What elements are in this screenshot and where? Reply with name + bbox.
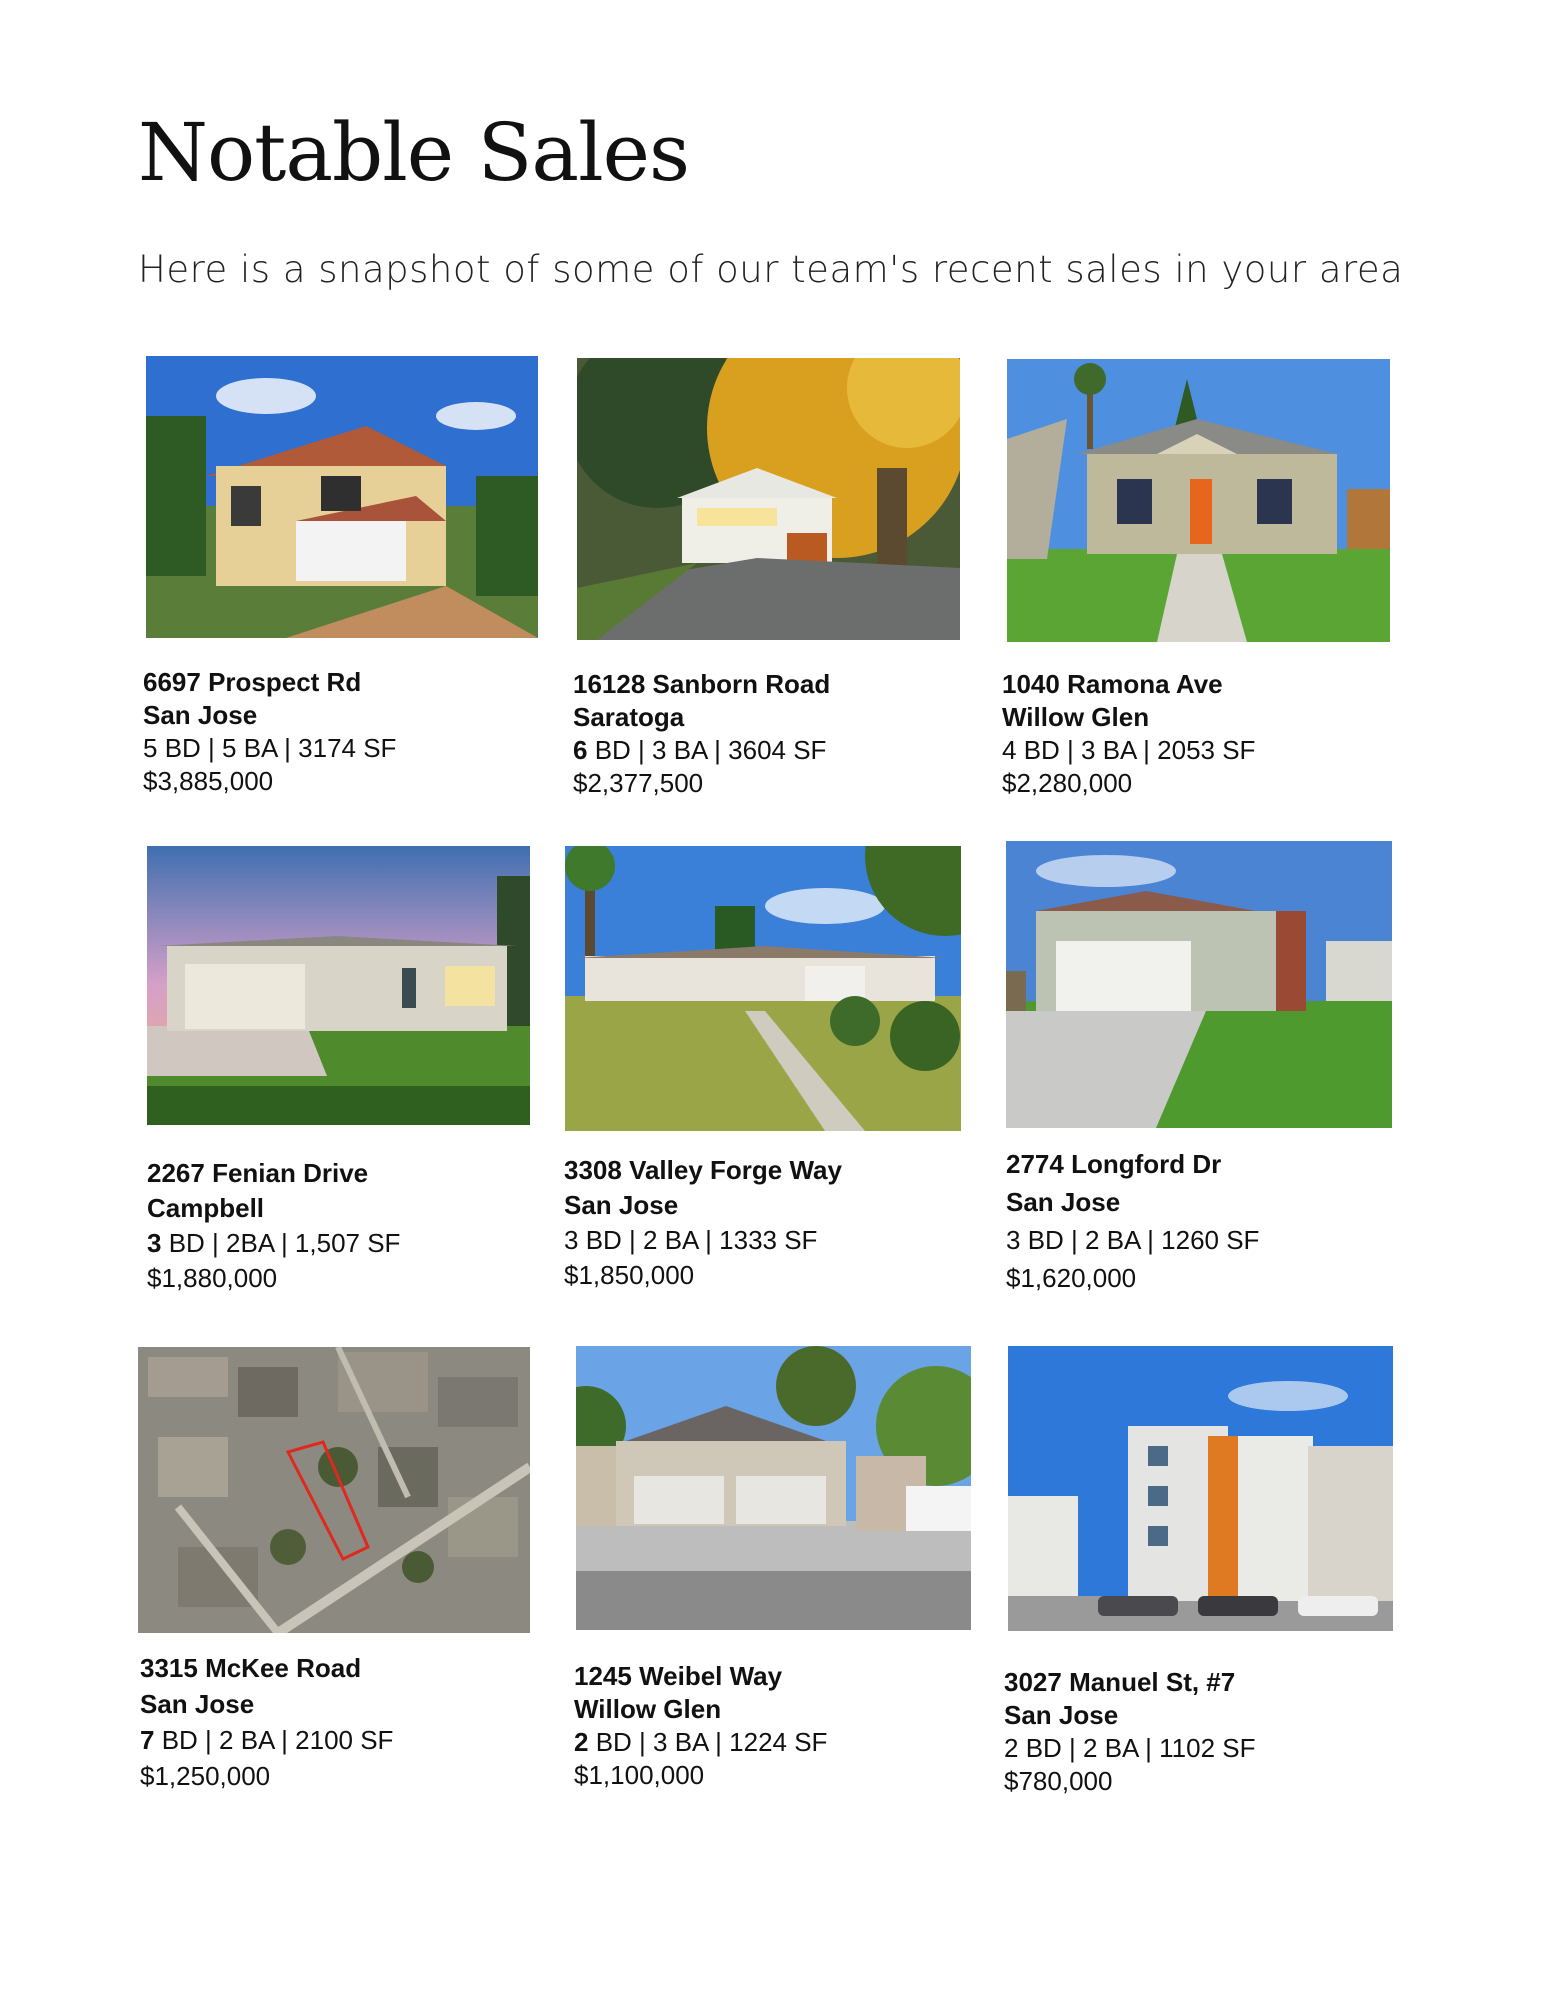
listing-beds: 5 xyxy=(143,733,158,763)
listing-specs-text: BD | 3 BA | 3604 SF xyxy=(594,735,827,765)
listing-specs xyxy=(564,1223,842,1258)
listing-photo-valley-forge xyxy=(565,846,961,1131)
listing-price: $780,000 xyxy=(1004,1766,1113,1796)
listing-info xyxy=(147,1156,400,1296)
listing-beds: 3 xyxy=(564,1225,579,1255)
listing-price: $3,885,000 xyxy=(143,766,274,796)
listing-photo-longford xyxy=(1006,841,1392,1128)
listing-specs xyxy=(140,1722,393,1758)
listing-photo-ramona xyxy=(1007,359,1390,642)
listing-address: 2774 Longford Dr xyxy=(1006,1149,1222,1179)
listing-specs xyxy=(1004,1732,1256,1765)
listing-beds: 7 xyxy=(140,1725,155,1755)
listing-info xyxy=(1004,1666,1256,1798)
listing-info xyxy=(564,1153,842,1293)
listing-photo-prospect xyxy=(146,356,538,638)
listing-price: $1,620,000 xyxy=(1006,1263,1137,1293)
listing-info xyxy=(1006,1145,1259,1297)
listing-city: Campbell xyxy=(147,1193,265,1223)
listing-specs-text: BD | 2 BA | 1260 SF xyxy=(1027,1225,1260,1255)
listing-price: $1,100,000 xyxy=(574,1760,705,1790)
listing-specs-text: BD | 3 BA | 1224 SF xyxy=(595,1727,828,1757)
listing-info xyxy=(574,1660,827,1792)
listing-photo-weibel xyxy=(576,1346,971,1630)
listing-address: 1245 Weibel Way xyxy=(574,1661,783,1691)
listing-city: Willow Glen xyxy=(1002,702,1150,732)
listing-city: Willow Glen xyxy=(574,1694,722,1724)
listing-address: 3027 Manuel St, #7 xyxy=(1004,1667,1236,1697)
listing-price: $2,377,500 xyxy=(573,768,704,798)
listing-city: Saratoga xyxy=(573,702,685,732)
listing-photo-fenian xyxy=(147,846,530,1125)
listing-specs xyxy=(147,1226,400,1261)
listing-specs-text: BD | 3 BA | 2053 SF xyxy=(1023,735,1256,765)
listing-specs-text: BD | 2 BA | 1333 SF xyxy=(585,1225,818,1255)
listing-specs-text: BD | 2 BA | 2100 SF xyxy=(161,1725,394,1755)
listing-specs-text: BD | 2 BA | 1102 SF xyxy=(1025,1733,1256,1763)
listing-info xyxy=(143,666,396,798)
listing-specs xyxy=(573,734,830,767)
listing-beds: 2 xyxy=(574,1727,589,1757)
listing-address: 3308 Valley Forge Way xyxy=(564,1155,842,1185)
listing-specs xyxy=(1006,1221,1259,1259)
listing-address: 3315 McKee Road xyxy=(140,1653,362,1683)
listing-city: San Jose xyxy=(1006,1187,1121,1217)
listing-beds: 3 xyxy=(147,1228,162,1258)
listing-info xyxy=(1002,668,1255,800)
listing-city: San Jose xyxy=(140,1689,255,1719)
page-subtitle: Here is a snapshot of some of our team's recent sales in your area xyxy=(138,248,1404,291)
listing-price: $1,880,000 xyxy=(147,1263,278,1293)
listing-specs-text: BD | 5 BA | 3174 SF xyxy=(164,733,397,763)
listing-beds: 3 xyxy=(1006,1225,1021,1255)
listing-price: $1,250,000 xyxy=(140,1761,271,1791)
listing-info xyxy=(573,668,830,800)
listing-photo-manuel xyxy=(1008,1346,1393,1631)
listing-info xyxy=(140,1650,393,1794)
listing-city: San Jose xyxy=(564,1190,679,1220)
listing-city: San Jose xyxy=(1004,1700,1119,1730)
listing-address: 6697 Prospect Rd xyxy=(143,667,362,697)
listing-address: 1040 Ramona Ave xyxy=(1002,669,1223,699)
listing-price: $1,850,000 xyxy=(564,1260,695,1290)
listing-address: 16128 Sanborn Road xyxy=(573,669,831,699)
listing-address: 2267 Fenian Drive xyxy=(147,1158,369,1188)
listing-specs xyxy=(574,1726,827,1759)
listing-beds: 4 xyxy=(1002,735,1017,765)
listing-specs xyxy=(1002,734,1255,767)
listing-beds: 2 xyxy=(1004,1733,1019,1763)
listing-price: $2,280,000 xyxy=(1002,768,1133,798)
page-title: Notable Sales xyxy=(138,106,690,199)
listing-beds: 6 xyxy=(573,735,588,765)
listing-photo-sanborn xyxy=(577,358,960,640)
listing-city: San Jose xyxy=(143,700,258,730)
listing-photo-mckee-aerial xyxy=(138,1347,530,1633)
listing-specs-text: BD | 2BA | 1,507 SF xyxy=(168,1228,401,1258)
listing-specs xyxy=(143,732,396,765)
